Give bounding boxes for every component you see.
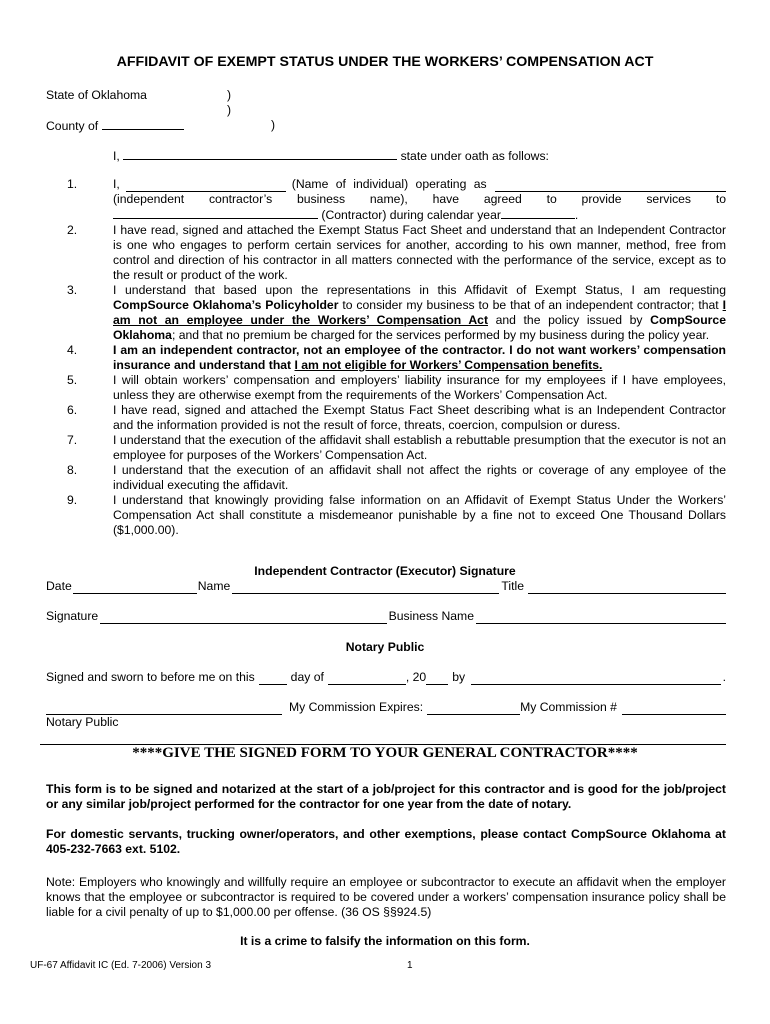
statement-number: 9.: [67, 493, 78, 507]
contractor-blank[interactable]: [113, 207, 318, 219]
statement-text: I understand that the execution of an affidavit shall not affect the rights or coverage of any employee of the individual executing the affidavit.: [113, 463, 726, 492]
sworn-month-field[interactable]: [328, 673, 406, 685]
commission-number-label: My Commission #: [520, 700, 617, 714]
give-banner: ****GIVE THE SIGNED FORM TO YOUR GENERAL CONTRACTOR****: [132, 745, 638, 761]
county-line: [46, 118, 184, 134]
title-label: Title: [501, 579, 524, 593]
validity-paragraph: This form is to be signed and notarized at the start of a job/project for this contractor and is good for the job/project or any similar job/project performed for the contractor for one year from the date of notary.: [46, 782, 726, 811]
commission-expires-field[interactable]: [427, 703, 520, 715]
statement-number: 7.: [67, 433, 78, 447]
notary-heading: Notary Public: [345, 640, 425, 654]
business-name-label: Business Name: [388, 609, 474, 623]
commission-row: [46, 700, 726, 715]
item1-period: .: [574, 208, 579, 222]
oath-suffix: state under oath as follows:: [400, 149, 549, 163]
item1-i: I,: [113, 177, 120, 191]
penalty-note: Note: Employers who knowingly and willfully require an employee or subcontractor to execute an affidavit when the employer knows that the employee or subcontractor is required to be covered under a workers’ compensation insurance policy shall be liable for a civil penalty of up to $1,000.00 per offense. (36 OS §§924.5): [46, 875, 726, 919]
signature-row: [46, 609, 726, 624]
county-label: County of: [46, 119, 99, 133]
name-field[interactable]: [232, 582, 499, 594]
commission-expires-label: My Commission Expires:: [289, 700, 424, 714]
statement-number: 1.: [67, 177, 78, 191]
statement-number: 3.: [67, 283, 78, 297]
item4-not-eligible: I am not eligible for Workers’ Compensation benefits.: [294, 358, 603, 372]
business-name-field[interactable]: [476, 612, 726, 624]
notary-public-label: Notary Public: [46, 715, 119, 729]
individual-name-blank[interactable]: [126, 180, 286, 192]
state-label: State of Oklahoma: [46, 88, 147, 102]
notary-signature-field[interactable]: [46, 703, 282, 715]
statement-number: 8.: [67, 463, 78, 477]
statement-4: [46, 343, 726, 373]
item3-text-a: I understand that based upon the representations in this Affidavit of Exempt Status, I am requesting: [113, 283, 726, 297]
calendar-year-blank[interactable]: [501, 207, 575, 219]
item3-compsource: CompSource Oklahoma: [113, 313, 726, 342]
item1-agreement: (independent contractor’s business name), have agreed to provide services to: [113, 192, 726, 206]
statement-1: [46, 177, 726, 223]
date-label: Date: [46, 579, 72, 593]
item3-text-f: and the policy issued by: [495, 313, 643, 327]
sworn-day-field[interactable]: [259, 673, 287, 685]
signature-heading: Independent Contractor (Executor) Signature: [254, 564, 516, 578]
item3-text-d: that: [698, 298, 719, 312]
county-blank[interactable]: [102, 118, 184, 130]
signature-label: Signature: [46, 609, 99, 623]
form-footer: UF-67 Affidavit IC (Ed. 7-2006) Version 3: [30, 960, 212, 971]
item3-text-h: ; and that no premium be charged for the services performed by my business during the policy year.: [171, 328, 710, 342]
item1-operating: (Name of individual) operating as: [291, 177, 487, 191]
page-number: 1: [407, 960, 413, 971]
day-of-label: day of: [290, 670, 324, 684]
sworn-by-field[interactable]: [471, 673, 721, 685]
statement-text: I understand that the execution of the affidavit shall establish a rebuttable presumption that the executor is not an employee for purposes of the Workers’ Compensation Act.: [113, 433, 726, 462]
title-field[interactable]: [528, 582, 726, 594]
item3-text-c: to consider my business to be that of an independent contractor;: [342, 298, 695, 312]
year-prefix: , 20: [405, 670, 427, 684]
paren-3: ): [271, 118, 276, 132]
oath-prefix: I,: [113, 149, 120, 163]
statement-number: 4.: [67, 343, 78, 357]
oath-name-blank[interactable]: [123, 148, 397, 160]
paren-1: ): [227, 88, 232, 102]
statement-7: [46, 433, 726, 463]
item4-text: I am an independent contractor, not an employee of the contractor. I do not want workers’ compensation insurance and understand that: [113, 343, 726, 372]
sworn-period: .: [722, 670, 726, 684]
statement-6: [46, 403, 726, 433]
statement-3: [46, 283, 726, 343]
signature-field[interactable]: [100, 612, 386, 624]
statement-5: [46, 373, 726, 403]
item1-calendar: (Contractor) during calendar year: [321, 208, 501, 222]
crime-warning: It is a crime to falsify the information on this form.: [240, 934, 530, 948]
paren-2: ): [227, 103, 232, 117]
oath-line: [113, 148, 549, 164]
name-label: Name: [197, 579, 231, 593]
statement-number: 2.: [67, 223, 78, 237]
numbered-statements: [46, 177, 726, 538]
statement-9: [46, 493, 726, 538]
statement-number: 5.: [67, 373, 78, 387]
exemptions-paragraph: For domestic servants, trucking owner/operators, and other exemptions, please contact CompSource Oklahoma at 405-232-7663 ext. 5102.: [46, 827, 726, 856]
sworn-row: [46, 670, 726, 685]
item3-policyholder: CompSource Oklahoma’s Policyholder: [113, 298, 339, 312]
statement-2: [46, 223, 726, 283]
date-name-title-row: [46, 579, 726, 594]
statement-text: I will obtain workers’ compensation and employers’ liability insurance for my employees if I have employees, unless they are otherwise exempt from the requirements of the Workers’ Compensation Act.: [113, 373, 726, 402]
statement-8: [46, 463, 726, 493]
statement-number: 6.: [67, 403, 78, 417]
by-label: by: [452, 670, 466, 684]
date-field[interactable]: [73, 582, 197, 594]
business-name-blank[interactable]: [495, 180, 726, 192]
statement-text: I understand that knowingly providing false information on an Affidavit of Exempt Status Under the Workers’ Compensation Act shall constitute a misdemeanor punishable by a fine not to exceed One Thousand Dollars ($1,000.00).: [113, 493, 726, 537]
statement-text: I have read, signed and attached the Exempt Status Fact Sheet describing what is an Independent Contractor and the information provided is not the result of force, threats, coercion, compulsion or duress.: [113, 403, 726, 432]
commission-number-field[interactable]: [622, 703, 726, 715]
sworn-year-field[interactable]: [426, 673, 448, 685]
statement-text: I have read, signed and attached the Exempt Status Fact Sheet and understand that an Independent Contractor is one who engages to perform certain services for another, according to his own manner, method, free from control and direction of his contractor in all matters connected with the performance of the service, except as to the result or product of the work.: [113, 223, 726, 282]
sworn-label: Signed and sworn to before me on this: [46, 670, 255, 684]
item3-not-employee: I am not an employee under the Workers’ Compensation Act: [113, 298, 726, 327]
document-title: AFFIDAVIT OF EXEMPT STATUS UNDER THE WORKERS’ COMPENSATION ACT: [116, 54, 654, 70]
